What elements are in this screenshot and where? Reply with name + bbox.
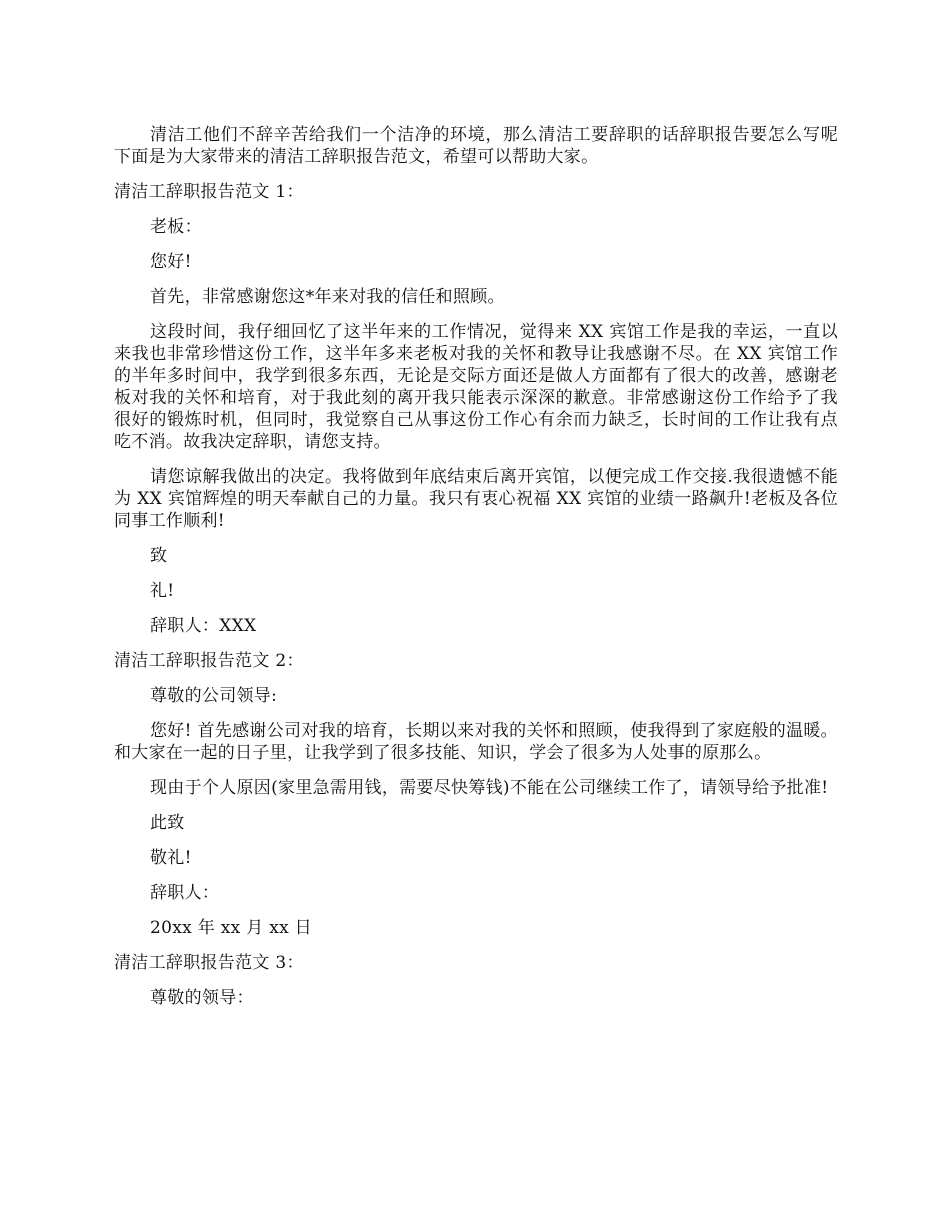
sample2-date: 20xx 年 xx 月 xx 日 [150,918,312,938]
sample1-closing-2: 礼! [150,581,175,601]
sample1-closing-1: 致 [150,546,168,566]
sample2-signature: 辞职人： [150,883,220,903]
sample1-paragraph-2: 这段时间，我仔细回忆了这半年来的工作情况，觉得来 XX 宾馆工作是我的幸运，一直以来我也非常珍惜这份工作，这半年多来老板对我的关怀和教导让我感谢不尽。在 XX 宾馆工作的半年多时间中，我学到很多东西，无论是交际方面还是做人方面都有了很大的改善，感谢老板对我的关怀和培育，对于我此刻的离开我只能表示深深的歉意。非常感谢这份工作给予了我很好的锻炼时机，但同时，我觉察自己从事这份工作心有余而力缺乏，长时间的工作让我有点吃不消。故我决定辞职，请您支持。 [114,322,838,452]
sample2-salutation: 尊敬的公司领导: [150,686,278,706]
sample2-paragraph-2: 现由于个人原因(家里急需用钱，需要尽快筹钱)不能在公司继续工作了，请领导给予批准! [150,778,829,798]
sample2-heading: 清洁工辞职报告范文 2： [114,651,304,671]
intro-paragraph: 清洁工他们不辞辛苦给我们一个洁净的环境，那么清洁工要辞职的话辞职报告要怎么写呢下面是为大家带来的清洁工辞职报告范文，希望可以帮助大家。 [114,125,838,167]
sample3-salutation: 尊敬的领导： [150,988,254,1008]
sample1-paragraph-3: 请您谅解我做出的决定。我将做到年底结束后离开宾馆，以便完成工作交接.我很遗憾不能为 XX 宾馆辉煌的明天奉献自己的力量。我只有衷心祝福 XX 宾馆的业绩一路飙升!老板及各位同事工作顺利! [114,467,838,531]
sample1-greeting: 您好! [150,252,192,272]
sample1-salutation: 老板： [150,217,202,237]
document-page [114,124,838,1022]
sample3-heading: 清洁工辞职报告范文 3： [114,953,304,973]
sample1-paragraph-1: 首先，非常感谢您这*年来对我的信任和照顾。 [150,287,505,307]
sample1-heading: 清洁工辞职报告范文 1： [114,182,304,202]
sample1-signature: 辞职人：XXX [150,616,257,636]
sample2-closing-1: 此致 [150,813,185,833]
sample2-closing-2: 敬礼! [150,848,192,868]
sample2-paragraph-1: 您好! 首先感谢公司对我的培育，长期以来对我的关怀和照顾，使我得到了家庭般的温暖。和大家在一起的日子里，让我学到了很多技能、知识，学会了很多为人处事的原那么。 [114,721,838,763]
